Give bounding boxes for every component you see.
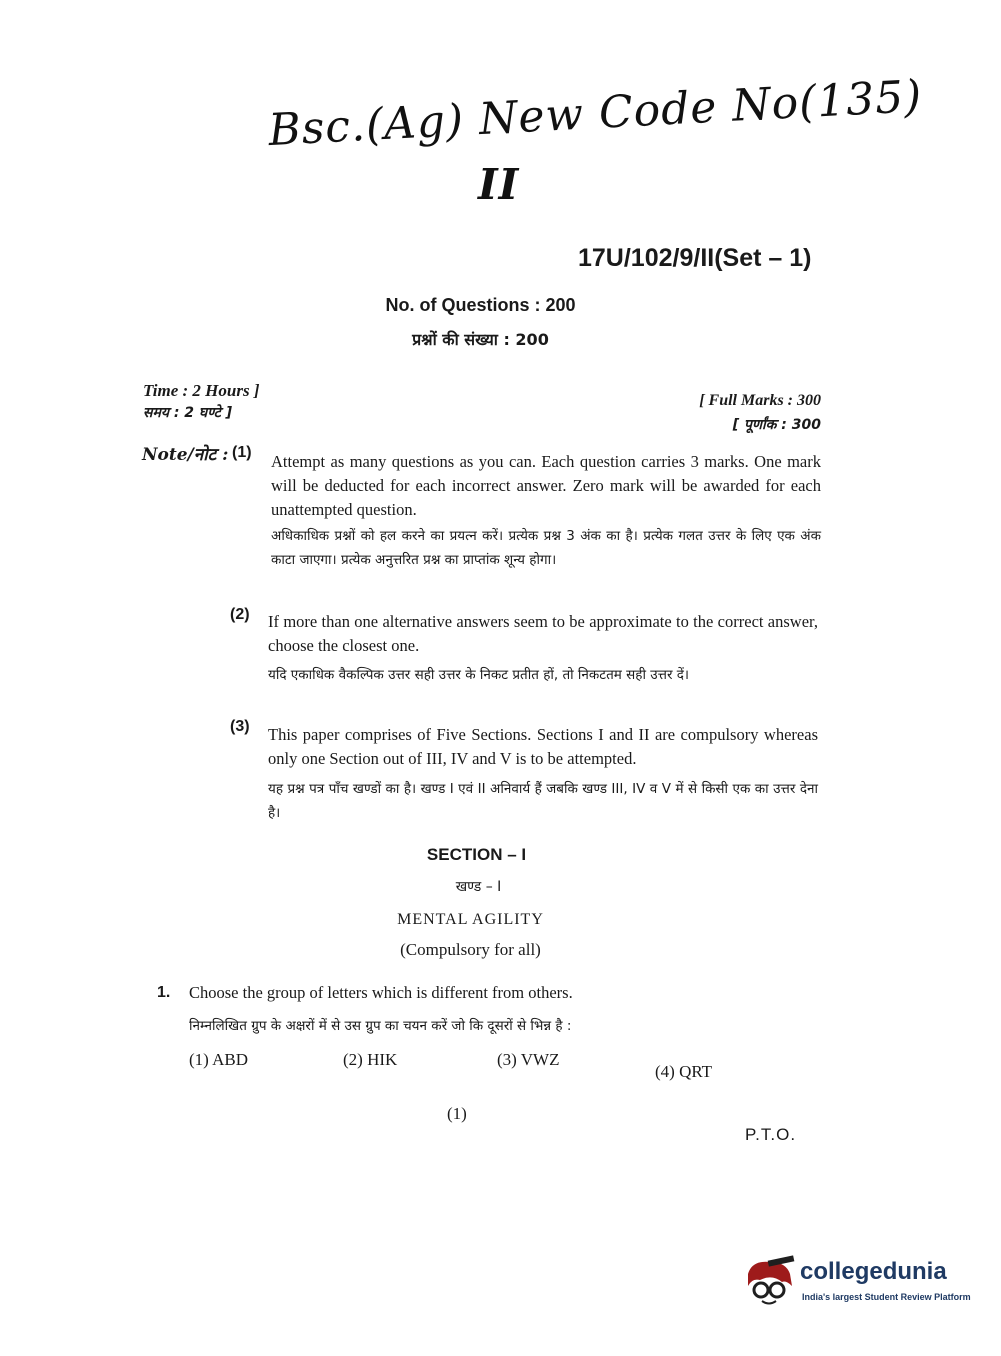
paper-code: 17U/102/9/II(Set – 1) (578, 244, 812, 272)
question-1-option-3: (3) VWZ (497, 1050, 560, 1069)
question-1-option-2: (2) HIK (343, 1050, 398, 1069)
page-number: (1) (447, 1104, 467, 1123)
section-subject: MENTAL AGILITY (397, 911, 544, 928)
question-1-option-4: (4) QRT (655, 1062, 713, 1081)
time-hi: समय : 2 घण्टे ] (143, 405, 233, 421)
full-marks-en: [ Full Marks : 300 (699, 392, 821, 409)
full-marks-hi: [ पूर्णांक : 300 (732, 417, 821, 433)
questions-count-en: No. of Questions : 200 (385, 295, 576, 315)
handwritten-numeral: II (478, 160, 520, 209)
note-2-hi: यदि एकाधिक वैकल्पिक उत्तर सही उत्तर के निकट प्रतीत हों, तो निकटतम सही उत्तर दें। (268, 667, 690, 683)
question-1-number: 1. (157, 984, 171, 1001)
note-2-number: (2) (230, 606, 250, 623)
question-1-en: Choose the group of letters which is different from others. (189, 983, 573, 1002)
note-1-hi: अधिकाधिक प्रश्नों को हल करने का प्रयत्न करें। प्रत्येक प्रश्न 3 अंक का है। प्रत्येक गलत उत्तर के लिए एक अंक काटा जाएगा। प्रत्येक अनुत्तरित प्रश्न का प्राप्तांक शून्य होगा। (271, 528, 821, 568)
note-3-number: (3) (230, 718, 250, 735)
note-1-number: (1) (232, 444, 252, 461)
questions-count-hi: प्रश्नों की संख्या : 200 (412, 330, 549, 349)
time-en: Time : 2 Hours ] (143, 381, 260, 400)
note-3-en: This paper comprises of Five Sections. Sections I and II are compulsory whereas only one Section out of III, IV and V is to be attempted. (268, 725, 818, 768)
logo-mascot-icon (742, 1252, 798, 1308)
note-label: Note/नोट : (142, 445, 229, 465)
section-note: (Compulsory for all) (400, 940, 541, 959)
note-2-en: If more than one alternative answers seem to be approximate to the correct answer, choose the closest one. (268, 612, 818, 655)
handwritten-code: Bsc.(Ag) New Code No(135) (267, 70, 924, 157)
logo-name: collegedunia (800, 1258, 947, 1285)
logo-tagline: India's largest Student Review Platform (802, 1292, 971, 1302)
collegedunia-logo (742, 1252, 972, 1312)
pto-label: P.T.O. (745, 1125, 797, 1144)
section-title: SECTION – I (426, 845, 527, 864)
note-1-en: Attempt as many questions as you can. Each question carries 3 marks. One mark will be deducted for each incorrect answer. Zero mark will be awarded for each unattempted question. (271, 452, 821, 519)
section-title-hi: खण्ड – I (455, 879, 502, 895)
note-3-hi: यह प्रश्न पत्र पाँच खण्डों का है। खण्ड I एवं II अनिवार्य हैं जबकि खण्ड III, IV व V में से किसी एक का उत्तर देना है। (268, 781, 818, 821)
question-1-option-1: (1) ABD (189, 1050, 249, 1069)
question-1-hi: निम्नलिखित ग्रुप के अक्षरों में से उस ग्रुप का चयन करें जो कि दूसरों से भिन्न है : (189, 1018, 572, 1034)
